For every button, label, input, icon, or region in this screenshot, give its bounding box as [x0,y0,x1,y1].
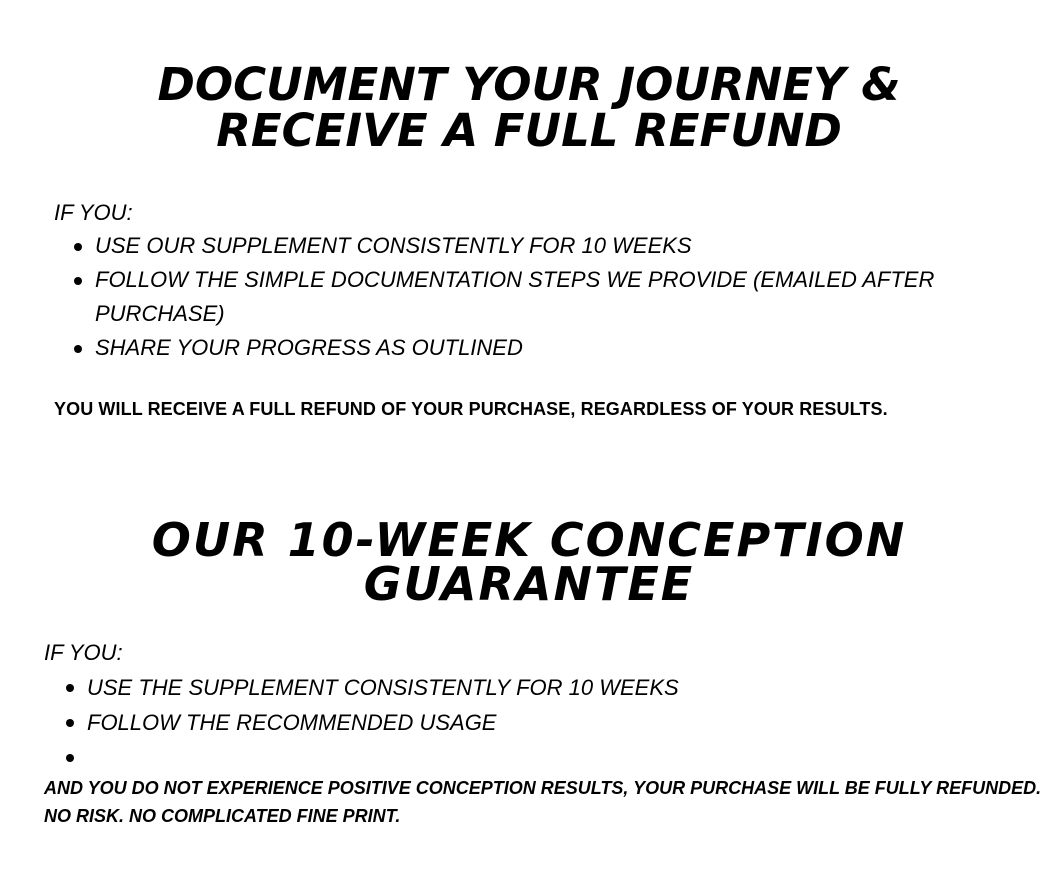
refund-section-heading-block [0,58,1058,157]
refund-summary: YOU WILL RECEIVE A FULL REFUND OF YOUR PURCHASE, REGARDLESS OF YOUR RESULTS. [54,399,888,419]
bullet-icon [74,345,82,353]
guarantee-conditions-list [87,670,987,775]
bullet-icon [66,754,74,762]
list-item [95,331,955,365]
guarantee-heading-line2: GUARANTEE [363,557,695,611]
guarantee-heading [0,513,1058,611]
refund-heading-line1: DOCUMENT YOUR JOURNEY & [157,58,901,111]
bullet-icon [74,277,82,285]
list-item-text: FOLLOW THE RECOMMENDED USAGE [87,710,497,735]
list-item-text: FOLLOW THE SIMPLE DOCUMENTATION STEPS WE PROVIDE (EMAILED AFTER PURCHASE) [95,267,935,326]
list-item [95,229,955,263]
refund-intro: IF YOU: [54,200,133,225]
guarantee-section-heading-block [0,513,1058,611]
list-item-text: SHARE YOUR PROGRESS AS OUTLINED [95,335,523,360]
bullet-icon [66,719,74,727]
refund-heading-line2: RECEIVE A FULL REFUND [216,104,842,157]
list-item [87,670,987,705]
list-item-text: USE OUR SUPPLEMENT CONSISTENTLY FOR 10 WEEKS [95,233,692,258]
guarantee-summary: AND YOU DO NOT EXPERIENCE POSITIVE CONCEPTION RESULTS, YOUR PURCHASE WILL BE FULLY REFUNDED. NO RISK. NO COMPLICATED FINE PRINT. [44,778,1042,826]
list-item [87,740,987,775]
guarantee-intro: IF YOU: [44,640,123,665]
list-item-text: USE THE SUPPLEMENT CONSISTENTLY FOR 10 WEEKS [87,675,679,700]
guarantee-heading-line1: OUR 10-WEEK CONCEPTION [151,513,907,567]
list-item [87,705,987,740]
bullet-icon [74,243,82,251]
list-item [95,263,955,331]
list-item-text [87,745,93,770]
refund-heading [0,58,1058,157]
bullet-icon [66,684,74,692]
refund-conditions-list [95,229,955,365]
